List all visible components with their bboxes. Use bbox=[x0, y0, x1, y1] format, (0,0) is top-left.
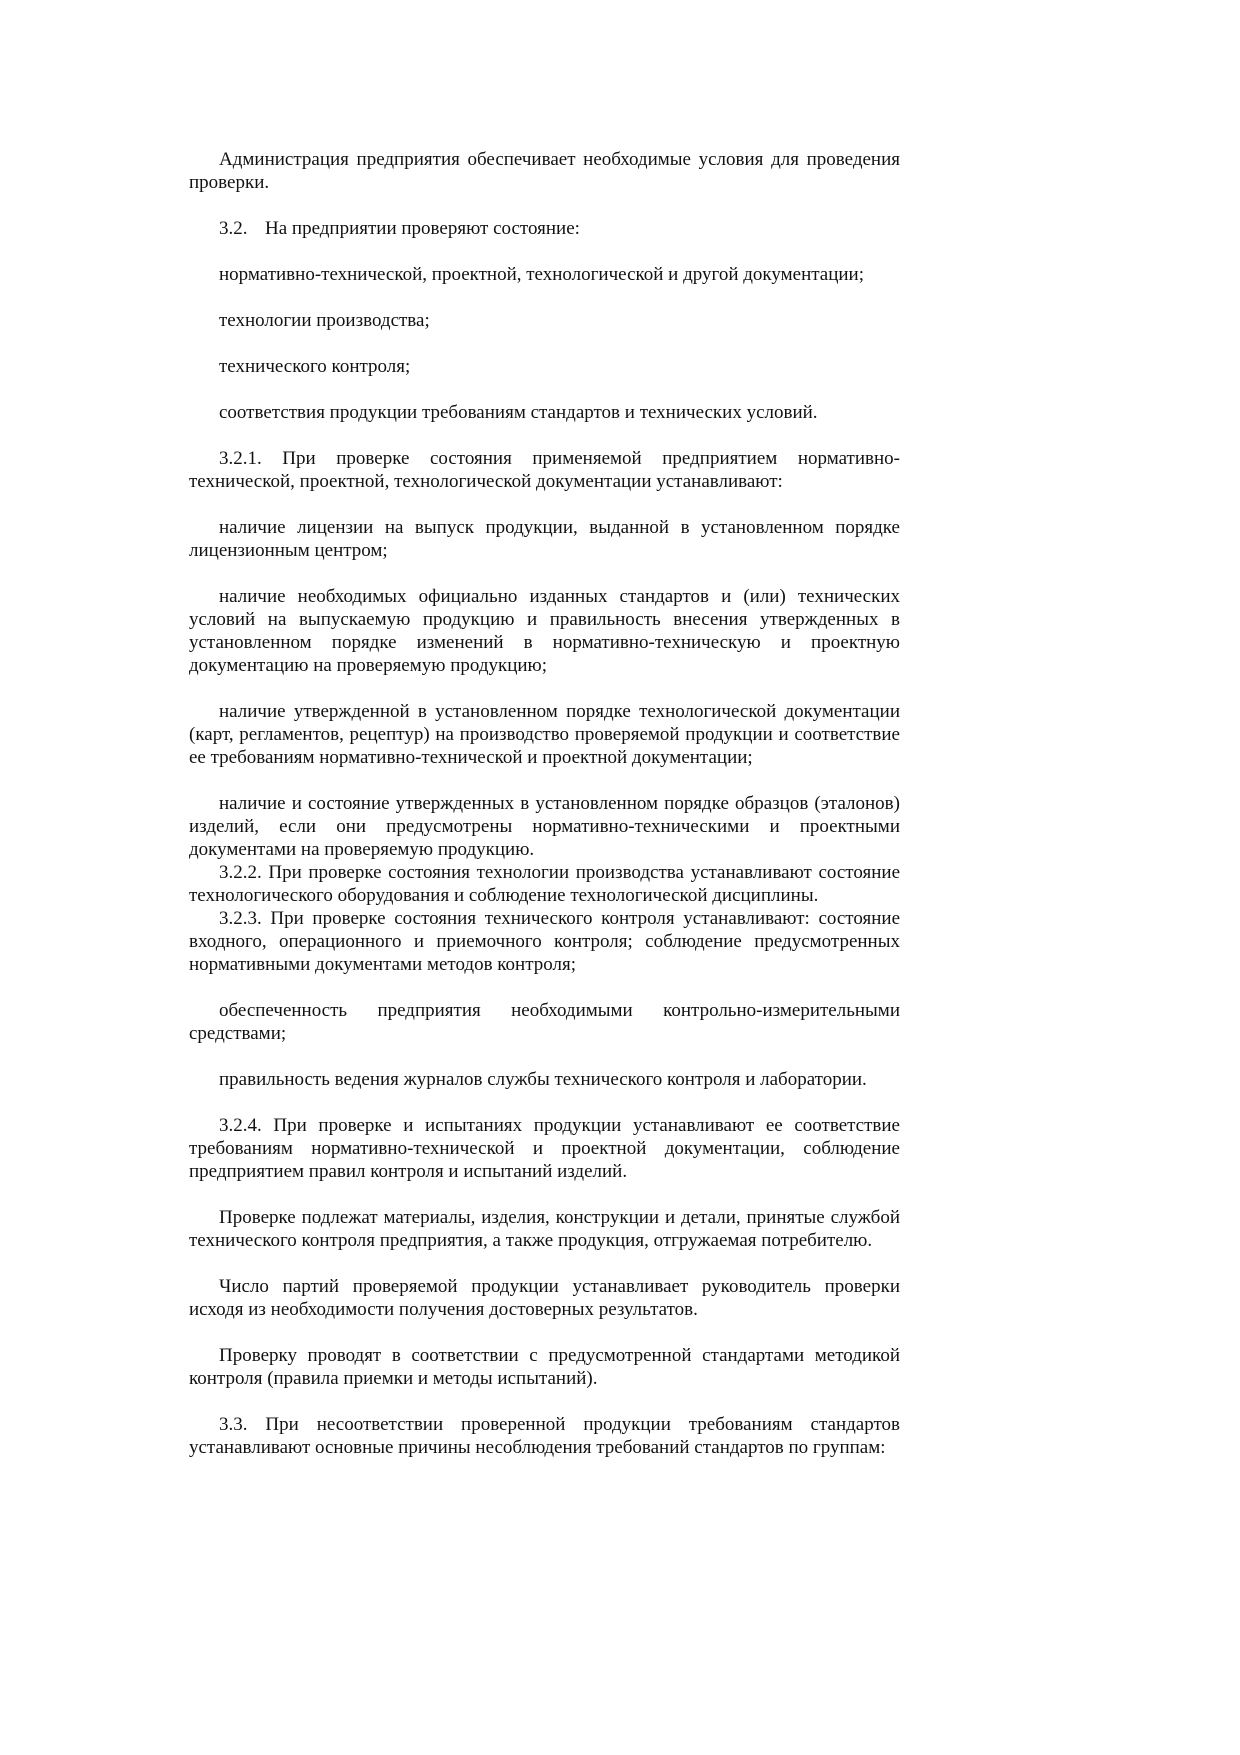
list-item-samples: наличие и состояние утвержденных в установленном порядке образцов (эталонов) изделий, если они предусмотрены нормативно-техническими и проектными документами на проверяемую продукцию. bbox=[189, 793, 900, 860]
paragraph-subject-to-check: Проверке подлежат материалы, изделия, конструкции и детали, принятые службой технического контроля предприятия, а также продукция, отгружаемая потребителю. bbox=[189, 1207, 900, 1251]
list-item-standards: наличие необходимых официально изданных стандартов и (или) технических условий на выпускаемую продукцию и правильность внесения утвержденных в установленном порядке изменений в нормативно-техническую и проектную документацию на проверяемую продукцию; bbox=[189, 586, 900, 676]
list-item-measuring-tools: обеспеченность предприятия необходимыми контрольно-измерительными средствами; bbox=[189, 1000, 900, 1044]
list-item-tech-docs: наличие утвержденной в установленном порядке технологической документации (карт, регламентов, рецептур) на производство проверяемой продукции и соответствие ее требованиям нормативно-технической и проектной документации; bbox=[189, 701, 900, 768]
paragraph-batch-count: Число партий проверяемой продукции устанавливает руководитель проверки исходя из необходимости получения достоверных результатов. bbox=[189, 1276, 900, 1320]
list-item-conformity: соответствия продукции требованиям стандартов и технических условий. bbox=[219, 402, 818, 423]
list-item-license: наличие лицензии на выпуск продукции, выданной в установленном порядке лицензионным центром; bbox=[189, 517, 900, 561]
paragraph-3-3: 3.3. При несоответствии проверенной продукции требованиям стандартов устанавливают основные причины несоблюдения требований стандартов по группам: bbox=[189, 1414, 900, 1458]
paragraph-admin-conditions: Администрация предприятия обеспечивает необходимые условия для проведения проверки. bbox=[189, 149, 900, 193]
paragraph-number: 3.2. bbox=[219, 218, 248, 239]
list-item-technical-control: технического контроля; bbox=[219, 356, 411, 377]
list-item-documentation: нормативно-технической, проектной, технологической и другой документации; bbox=[219, 264, 865, 285]
list-item-technology: технологии производства; bbox=[219, 310, 430, 331]
paragraph-methodology: Проверку проводят в соответствии с предусмотренной стандартами методикой контроля (правила приемки и методы испытаний). bbox=[189, 1345, 900, 1389]
paragraph-3-2-2: 3.2.2. При проверке состояния технологии производства устанавливают состояние технологического оборудования и соблюдение технологической дисциплины. bbox=[189, 862, 900, 906]
paragraph-3-2-4: 3.2.4. При проверке и испытаниях продукции устанавливают ее соответствие требованиям нормативно-технической и проектной документации, соблюдение предприятием правил контроля и испытаний изделий. bbox=[189, 1115, 900, 1182]
document-body bbox=[189, 148, 900, 1482]
paragraph-3-2-3: 3.2.3. При проверке состояния технического контроля устанавливают: состояние входного, операционного и приемочного контроля; соблюдение предусмотренных нормативными документами методов контроля; bbox=[189, 908, 900, 975]
list-item-journals: правильность ведения журналов службы технического контроля и лаборатории. bbox=[219, 1069, 867, 1090]
paragraph-3-2-1: 3.2.1. При проверке состояния применяемой предприятием нормативно-технической, проектной, технологической документации устанавливают: bbox=[189, 448, 900, 492]
paragraph-3-2: 3.2. На предприятии проверяют состояние: bbox=[219, 218, 580, 239]
